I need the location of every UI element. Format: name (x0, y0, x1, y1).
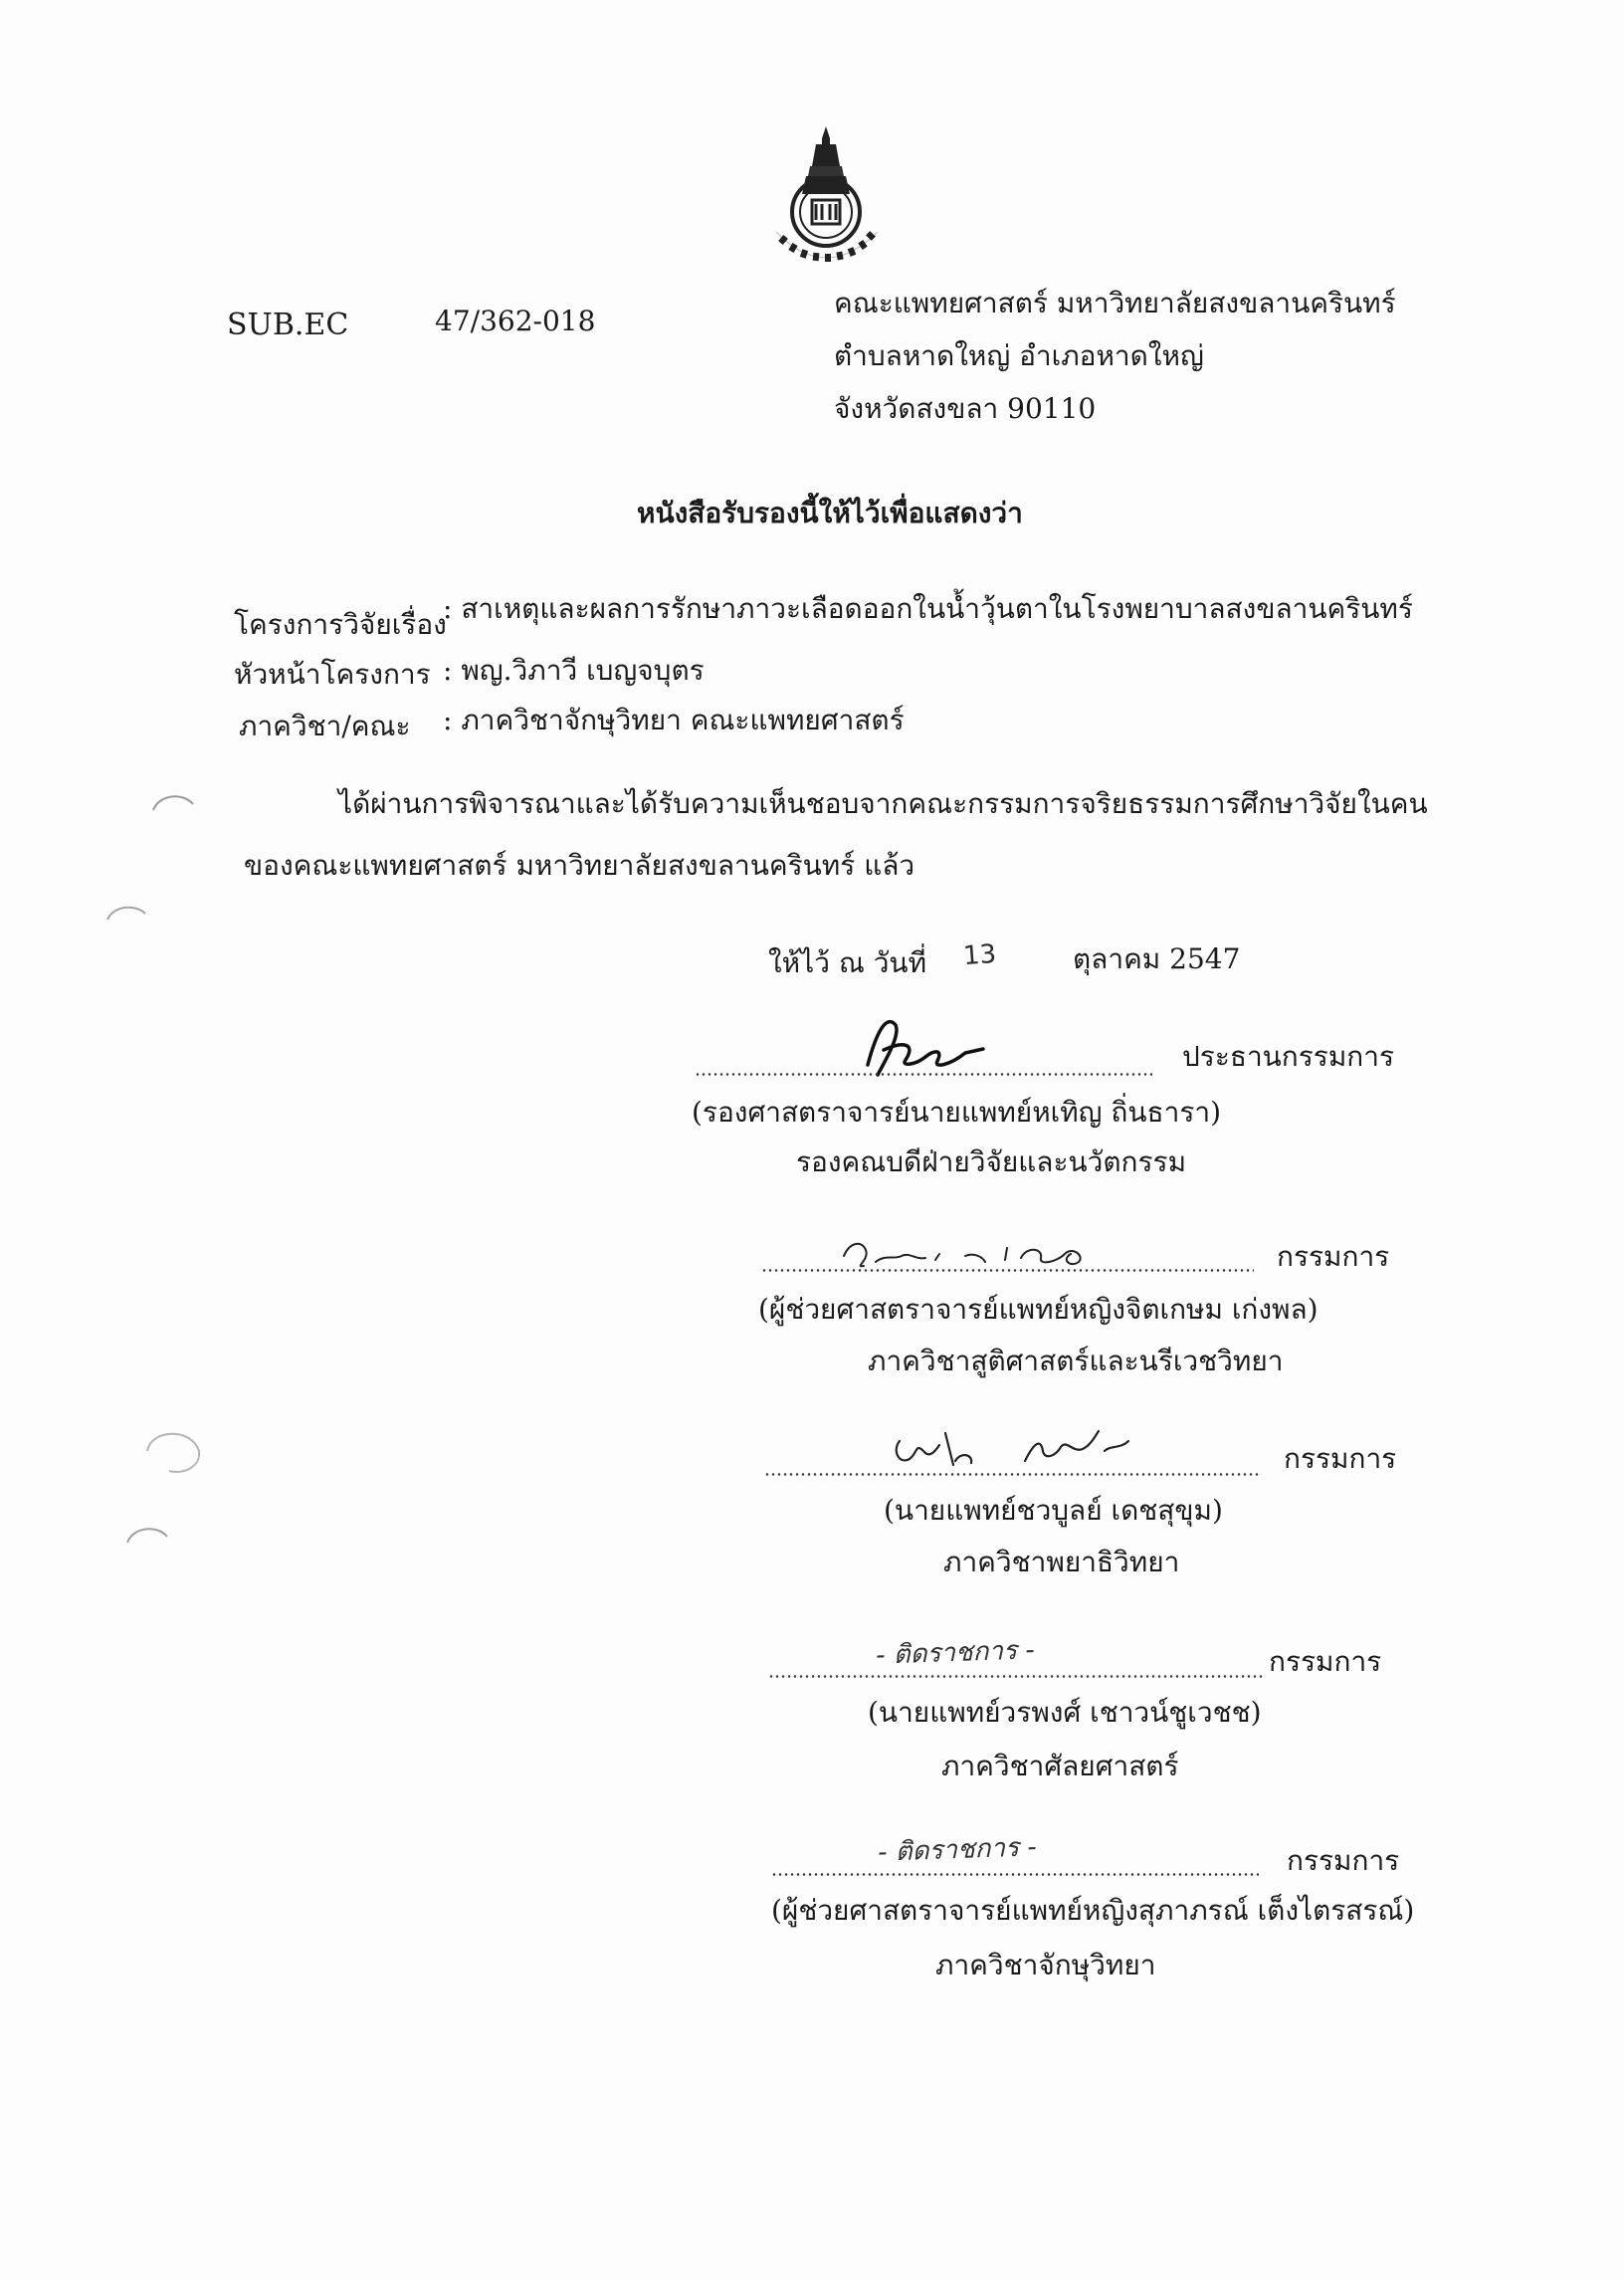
role-member-4: กรรมการ (1287, 1844, 1400, 1877)
name-chair: (รองศาสตราจารย์นายแพทย์หเทิญ ถิ่นธารา) (692, 1096, 1222, 1129)
project-label-2: หัวหน้าโครงการ (234, 658, 431, 691)
reference-code: SUB.EC (227, 308, 349, 342)
address-line-2: ตำบลหาดใหญ่ อำเภอหาดใหญ่ (834, 339, 1204, 372)
role-member-1: กรรมการ (1277, 1240, 1390, 1273)
date-day-handwritten: 13 (961, 938, 998, 972)
project-value-1: : สาเหตุและผลการรักษาภาวะเลือดออกในน้ำวุ้นตาในโรงพยาบาลสงขลานครินทร์ (443, 592, 1413, 625)
date-prefix: ให้ไว้ ณ วันที่ (768, 946, 927, 979)
address-line-3: จังหวัดสงขลา 90110 (834, 392, 1097, 425)
name-member-2: (นายแพทย์ชวบูลย์ เดชสุขุม) (884, 1494, 1223, 1527)
body-line-2: ของคณะแพทยศาสตร์ มหาวิทยาลัยสงขลานครินทร์ แล้ว (244, 849, 915, 882)
project-label-1: โครงการวิจัยเรื่อง (234, 608, 447, 641)
page-title: หนังสือรับรองนี้ให้ไว้เพื่อแสดงว่า (637, 497, 1023, 529)
punch-hole-4 (123, 1521, 173, 1560)
project-value-3: : ภาควิชาจักษุวิทยา คณะแพทยศาสตร์ (443, 704, 905, 736)
punch-hole-3 (139, 1421, 209, 1481)
signature-member-3: - ติดราชการ - (875, 1635, 1036, 1671)
name-member-4: (ผู้ช่วยศาสตราจารย์แพทย์หญิงสุภาภรณ์ เต็งไตรสรณ์) (771, 1894, 1415, 1927)
reference-number: 47/362-018 (435, 305, 596, 337)
dept-member-3: ภาควิชาศัลยศาสตร์ (941, 1750, 1179, 1782)
role-member-3: กรรมการ (1269, 1645, 1382, 1678)
dept-member-1: ภาควิชาสูติศาสตร์และนรีเวชวิทยา (868, 1345, 1284, 1377)
signature-line-chair (695, 1073, 1152, 1076)
signature-line-member-2 (764, 1473, 1262, 1476)
dept-chair: รองคณบดีฝ่ายวิจัยและนวัตกรรม (796, 1145, 1187, 1178)
signature-line-member-1 (761, 1269, 1254, 1272)
signature-line-member-3 (768, 1675, 1266, 1678)
role-member-2: กรรมการ (1284, 1442, 1397, 1475)
punch-hole-2 (103, 898, 153, 937)
role-chair: ประธานกรรมการ (1182, 1040, 1395, 1073)
punch-hole-1 (149, 788, 199, 828)
dept-member-2: ภาควิชาพยาธิวิทยา (943, 1546, 1180, 1578)
dept-member-4: ภาควิชาจักษุวิทยา (935, 1949, 1156, 1981)
name-member-1: (ผู้ช่วยศาสตราจารย์แพทย์หญิงจิตเกษม เก่งพล) (758, 1293, 1319, 1326)
body-line-1: ได้ผ่านการพิจารณาและได้รับความเห็นชอบจากคณะกรรมการจริยธรรมการศึกษาวิจัยในคน (338, 787, 1428, 820)
project-label-3: ภาควิชา/คณะ (239, 710, 411, 742)
date-month-year: ตุลาคม 2547 (1073, 942, 1241, 975)
signature-member-4: - ติดราชการ - (877, 1832, 1038, 1868)
signature-member-2 (886, 1421, 1144, 1473)
address-line-1: คณะแพทยศาสตร์ มหาวิทยาลัยสงขลานครินทร์ (834, 287, 1396, 319)
faculty-logo (756, 124, 896, 274)
signature-line-member-4 (771, 1873, 1259, 1876)
project-value-2: : พญ.วิภาวี เบญจบุตร (443, 654, 705, 687)
name-member-3: (นายแพทย์วรพงศ์ เชาวน์ชูเวชช) (868, 1696, 1262, 1729)
